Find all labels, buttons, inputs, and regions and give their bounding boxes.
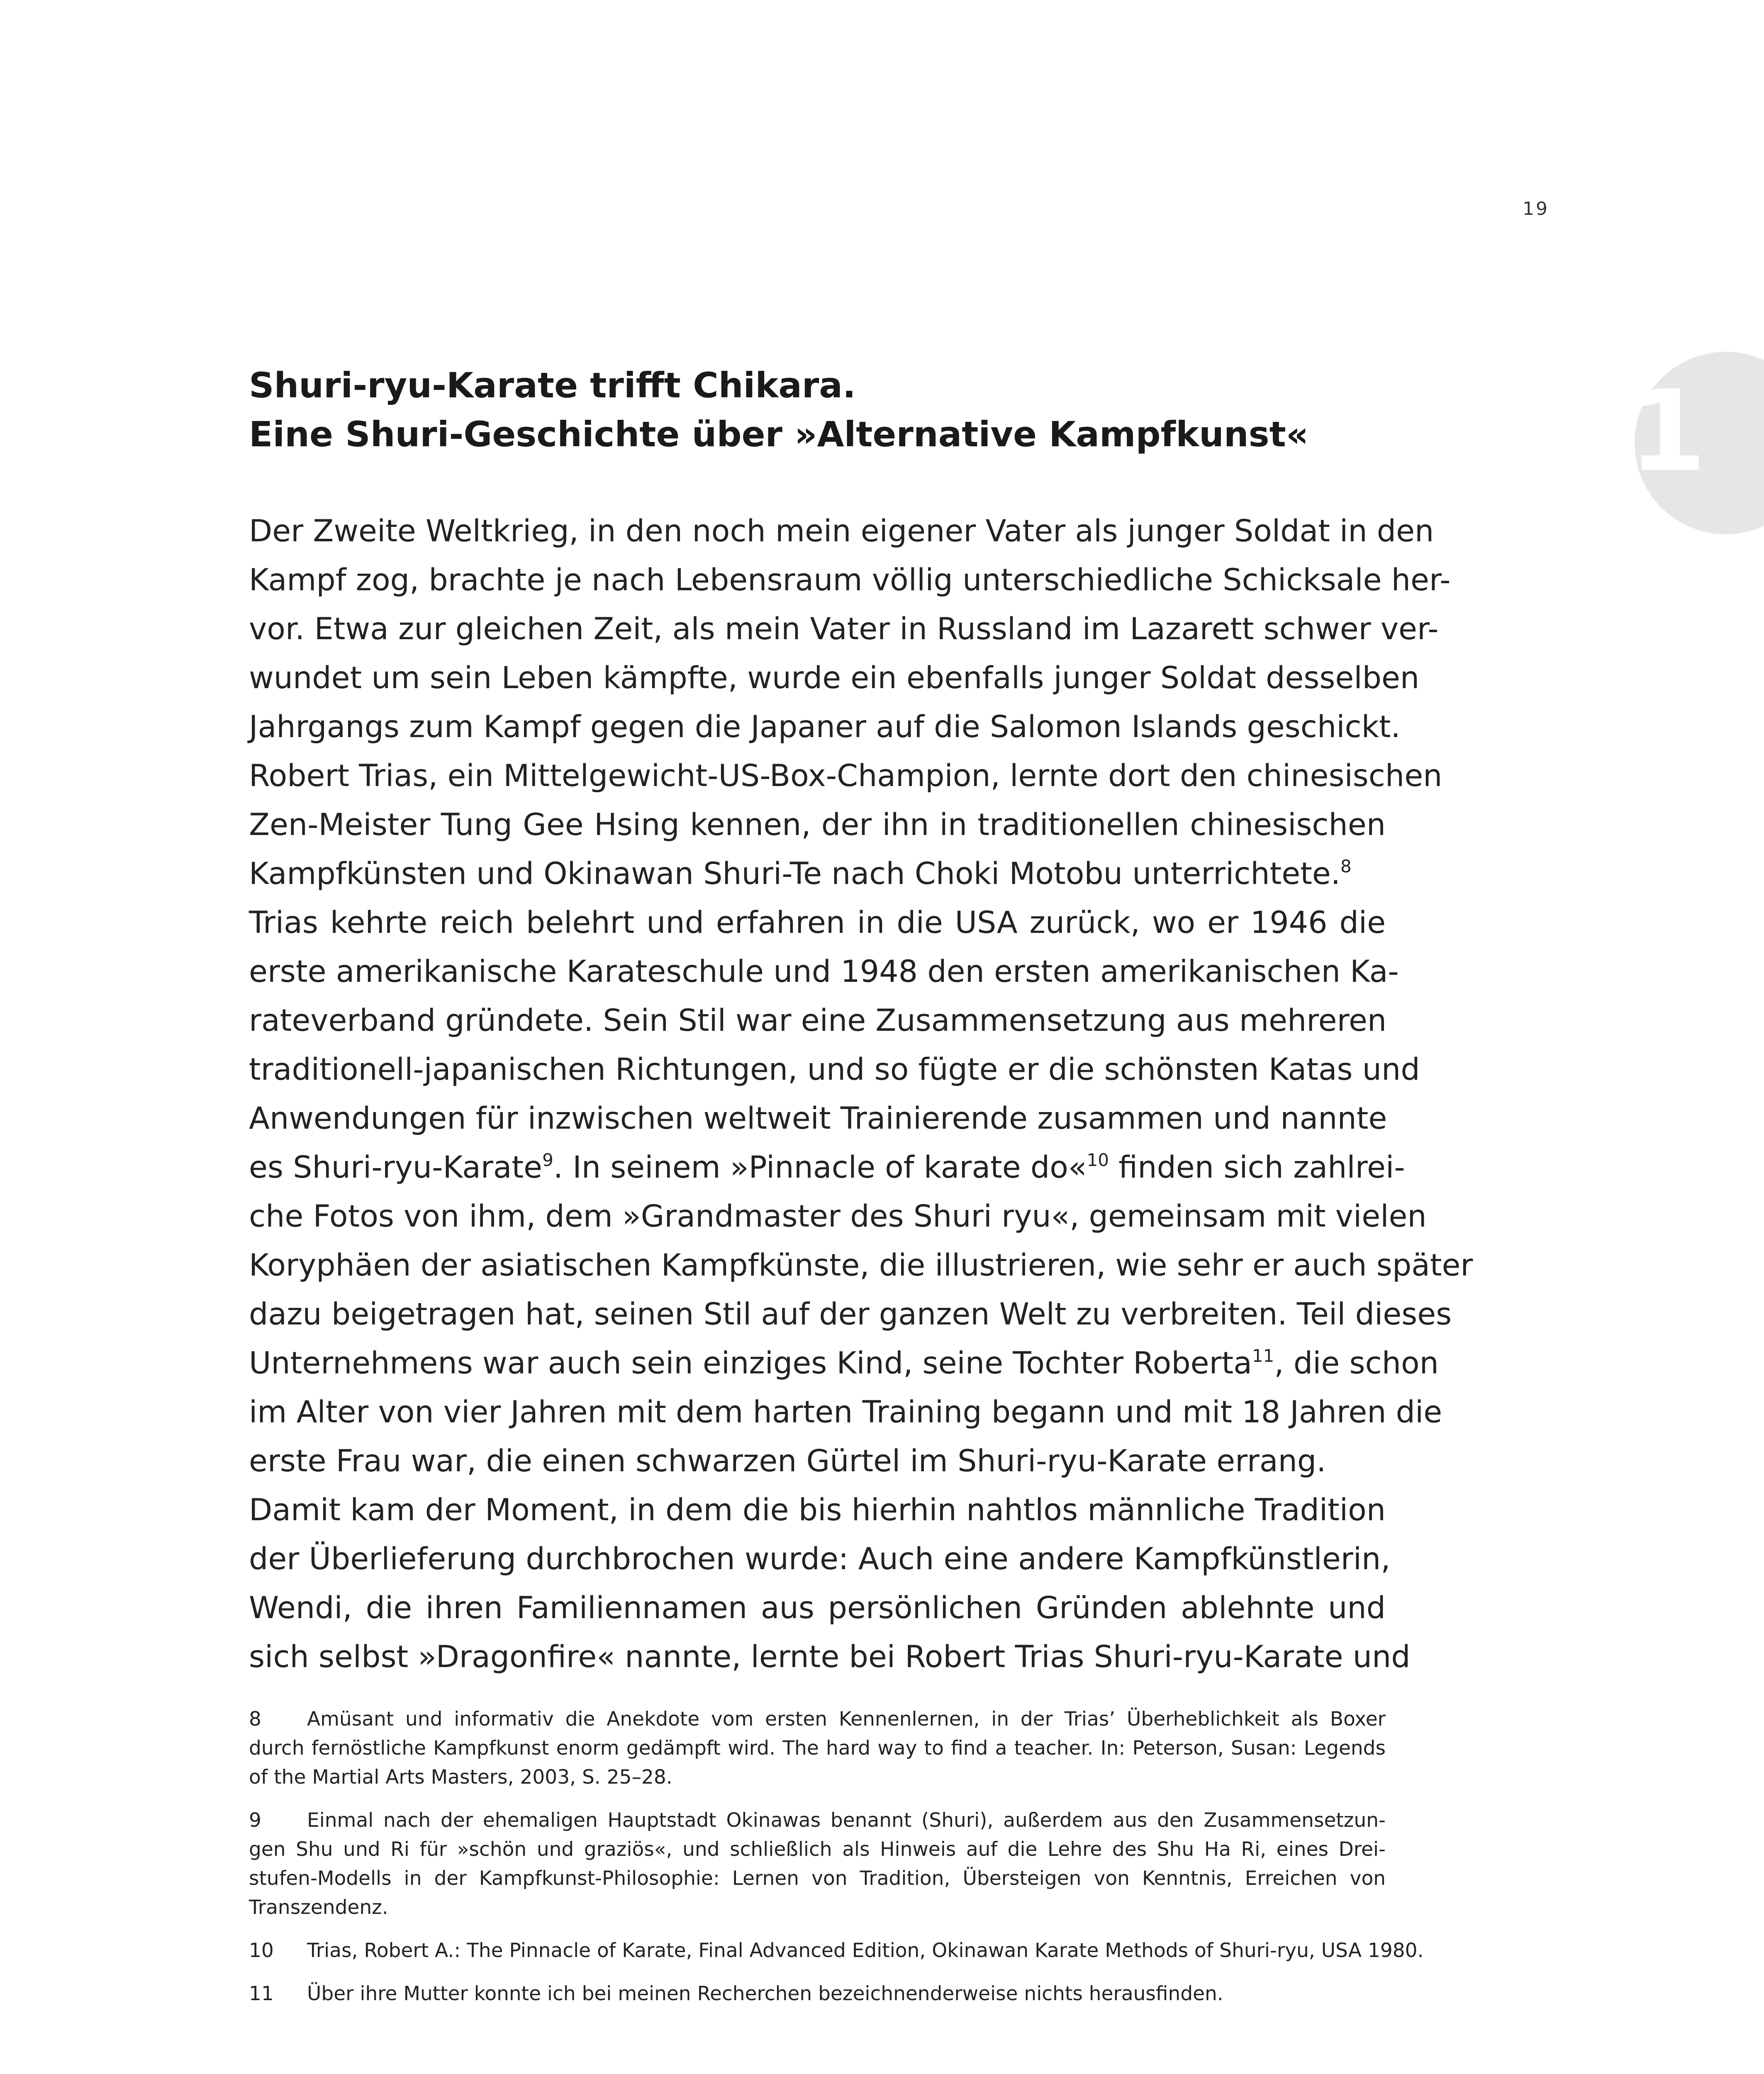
footnote-line: durch fernöstliche Kampfkunst enorm gedämpft wird. The hard way to find a teacher. In: Peterson, Susan: Legends xyxy=(249,1737,1386,1760)
footnote-ref-10: 10 xyxy=(1087,1150,1109,1170)
body-text xyxy=(249,507,1473,1682)
text-line: erste amerikanische Karateschule und 1948 den ersten amerikanischen Ka- xyxy=(249,954,1399,989)
text-line: vor. Etwa zur gleichen Zeit, als mein Vater in Russland im Lazarett schwer ver- xyxy=(249,611,1439,647)
footnote-text: Über ihre Mutter konnte ich bei meinen Recherchen bezeichnenderweise nichts herausfinden. xyxy=(307,1982,1223,2005)
text-line: traditionell-japanischen Richtungen, und so fügte er die schönsten Katas und xyxy=(249,1052,1420,1087)
text-line: Robert Trias, ein Mittelgewicht-US-Box-Champion, lernte dort den chinesischen xyxy=(249,758,1442,794)
text-segment: finden sich zahlrei- xyxy=(1109,1150,1405,1185)
heading-line-2: Eine Shuri-Geschichte über »Alternative Kampfkunst« xyxy=(249,414,1309,455)
footnote-ref-8: 8 xyxy=(1340,856,1352,876)
footnote-11 xyxy=(249,1979,1386,2008)
footnote-8 xyxy=(249,1705,1386,1792)
text-segment: Unternehmens war auch sein einziges Kind, seine Tochter Roberta xyxy=(249,1346,1252,1381)
text-line: erste Frau war, die einen schwarzen Gürtel im Shuri-ryu-Karate errang. xyxy=(249,1444,1326,1479)
text-line: dazu beigetragen hat, seinen Stil auf der ganzen Welt zu verbreiten. Teil dieses xyxy=(249,1297,1452,1332)
text-line: im Alter von vier Jahren mit dem harten Training begann und mit 18 Jahren die xyxy=(249,1395,1442,1430)
text-line: che Fotos von ihm, dem »Grandmaster des Shuri ryu«, gemeinsam mit vielen xyxy=(249,1199,1427,1234)
footnote-line xyxy=(249,1705,1386,1734)
text-line xyxy=(249,1143,1405,1192)
footnote-9 xyxy=(249,1806,1386,1922)
footnote-line xyxy=(249,1979,1386,2008)
heading-line-1: Shuri-ryu-Karate trifft Chikara. xyxy=(249,365,856,406)
text-line: Anwendungen für inzwischen weltweit Trainierende zusammen und nannte xyxy=(249,1101,1387,1136)
text-line: Jahrgangs zum Kampf gegen die Japaner auf die Salomon Islands geschickt. xyxy=(249,709,1401,745)
footnote-text: Amüsant und informativ die Anekdote vom ersten Kennenlernen, in der Trias’ Überheblichkeit als Boxer xyxy=(307,1708,1386,1731)
footnote-number: 8 xyxy=(249,1708,261,1731)
text-line: rateverband gründete. Sein Stil war eine Zusammensetzung aus mehreren xyxy=(249,1003,1387,1038)
text-line: Trias kehrte reich belehrt und erfahren in die USA zurück, wo er 1946 die xyxy=(249,905,1386,940)
text-segment: , die schon xyxy=(1274,1346,1439,1381)
footnote-text: Einmal nach der ehemaligen Hauptstadt Okinawas benannt (Shuri), außerdem aus den Zusammensetzun- xyxy=(307,1809,1386,1832)
footnote-number: 9 xyxy=(249,1809,261,1832)
footnote-line: of the Martial Arts Masters, 2003, S. 25–28. xyxy=(249,1766,672,1789)
text-line: Der Zweite Weltkrieg, in den noch mein eigener Vater als junger Soldat in den xyxy=(249,514,1434,549)
text-line: Kampf zog, brachte je nach Lebensraum völlig unterschiedliche Schicksale her- xyxy=(249,562,1451,598)
page-number: 19 xyxy=(1523,198,1549,219)
text-line: sich selbst »Dragonfire« nannte, lernte bei Robert Trias Shuri-ryu-Karate und xyxy=(249,1639,1411,1675)
footnote-ref-11: 11 xyxy=(1252,1346,1274,1366)
footnote-text: Trias, Robert A.: The Pinnacle of Karate, Final Advanced Edition, Okinawan Karate Methods of Shuri-ryu, USA 1980. xyxy=(307,1939,1424,1962)
text-line: der Überlieferung durchbrochen wurde: Auch eine andere Kampfkünstlerin, xyxy=(249,1541,1391,1577)
footnote-number: 11 xyxy=(249,1982,274,2005)
footnotes xyxy=(249,1705,1424,2023)
footnote-10 xyxy=(249,1936,1424,1965)
footnote-line xyxy=(249,1806,1386,1835)
text-line xyxy=(249,1339,1439,1388)
text-line xyxy=(249,850,1386,898)
text-line: Koryphäen der asiatischen Kampfkünste, die illustrieren, wie sehr er auch später xyxy=(249,1248,1473,1283)
text-line: Damit kam der Moment, in dem die bis hierhin nahtlos männliche Tradition xyxy=(249,1492,1386,1528)
footnote-number: 10 xyxy=(249,1939,274,1962)
text-segment: es Shuri-ryu-Karate xyxy=(249,1150,543,1185)
text-line: Zen-Meister Tung Gee Hsing kennen, der ihn in traditionellen chinesischen xyxy=(249,807,1386,842)
text-segment: Kampfkünsten und Okinawan Shuri-Te nach Choki Motobu unterrichtete. xyxy=(249,856,1340,891)
text-segment: . In seinem »Pinnacle of karate do« xyxy=(553,1150,1087,1185)
footnote-ref-9: 9 xyxy=(542,1150,553,1170)
text-line: wundet um sein Leben kämpfte, wurde ein ebenfalls junger Soldat desselben xyxy=(249,660,1420,696)
chapter-tab-number: 1 xyxy=(1628,366,1706,497)
footnote-line: gen Shu und Ri für »schön und graziös«, und schließlich als Hinweis auf die Lehre des Shu Ha Ri, eines Drei- xyxy=(249,1838,1386,1861)
footnote-line: Transzendenz. xyxy=(249,1896,388,1919)
chapter-heading xyxy=(249,361,1411,459)
text-line: Wendi, die ihren Familiennamen aus persönlichen Gründen ablehnte und xyxy=(249,1590,1386,1626)
footnote-line: stufen-Modells in der Kampfkunst-Philosophie: Lernen von Tradition, Übersteigen von Kenntnis, Erreichen von xyxy=(249,1867,1386,1890)
footnote-line xyxy=(249,1936,1424,1965)
